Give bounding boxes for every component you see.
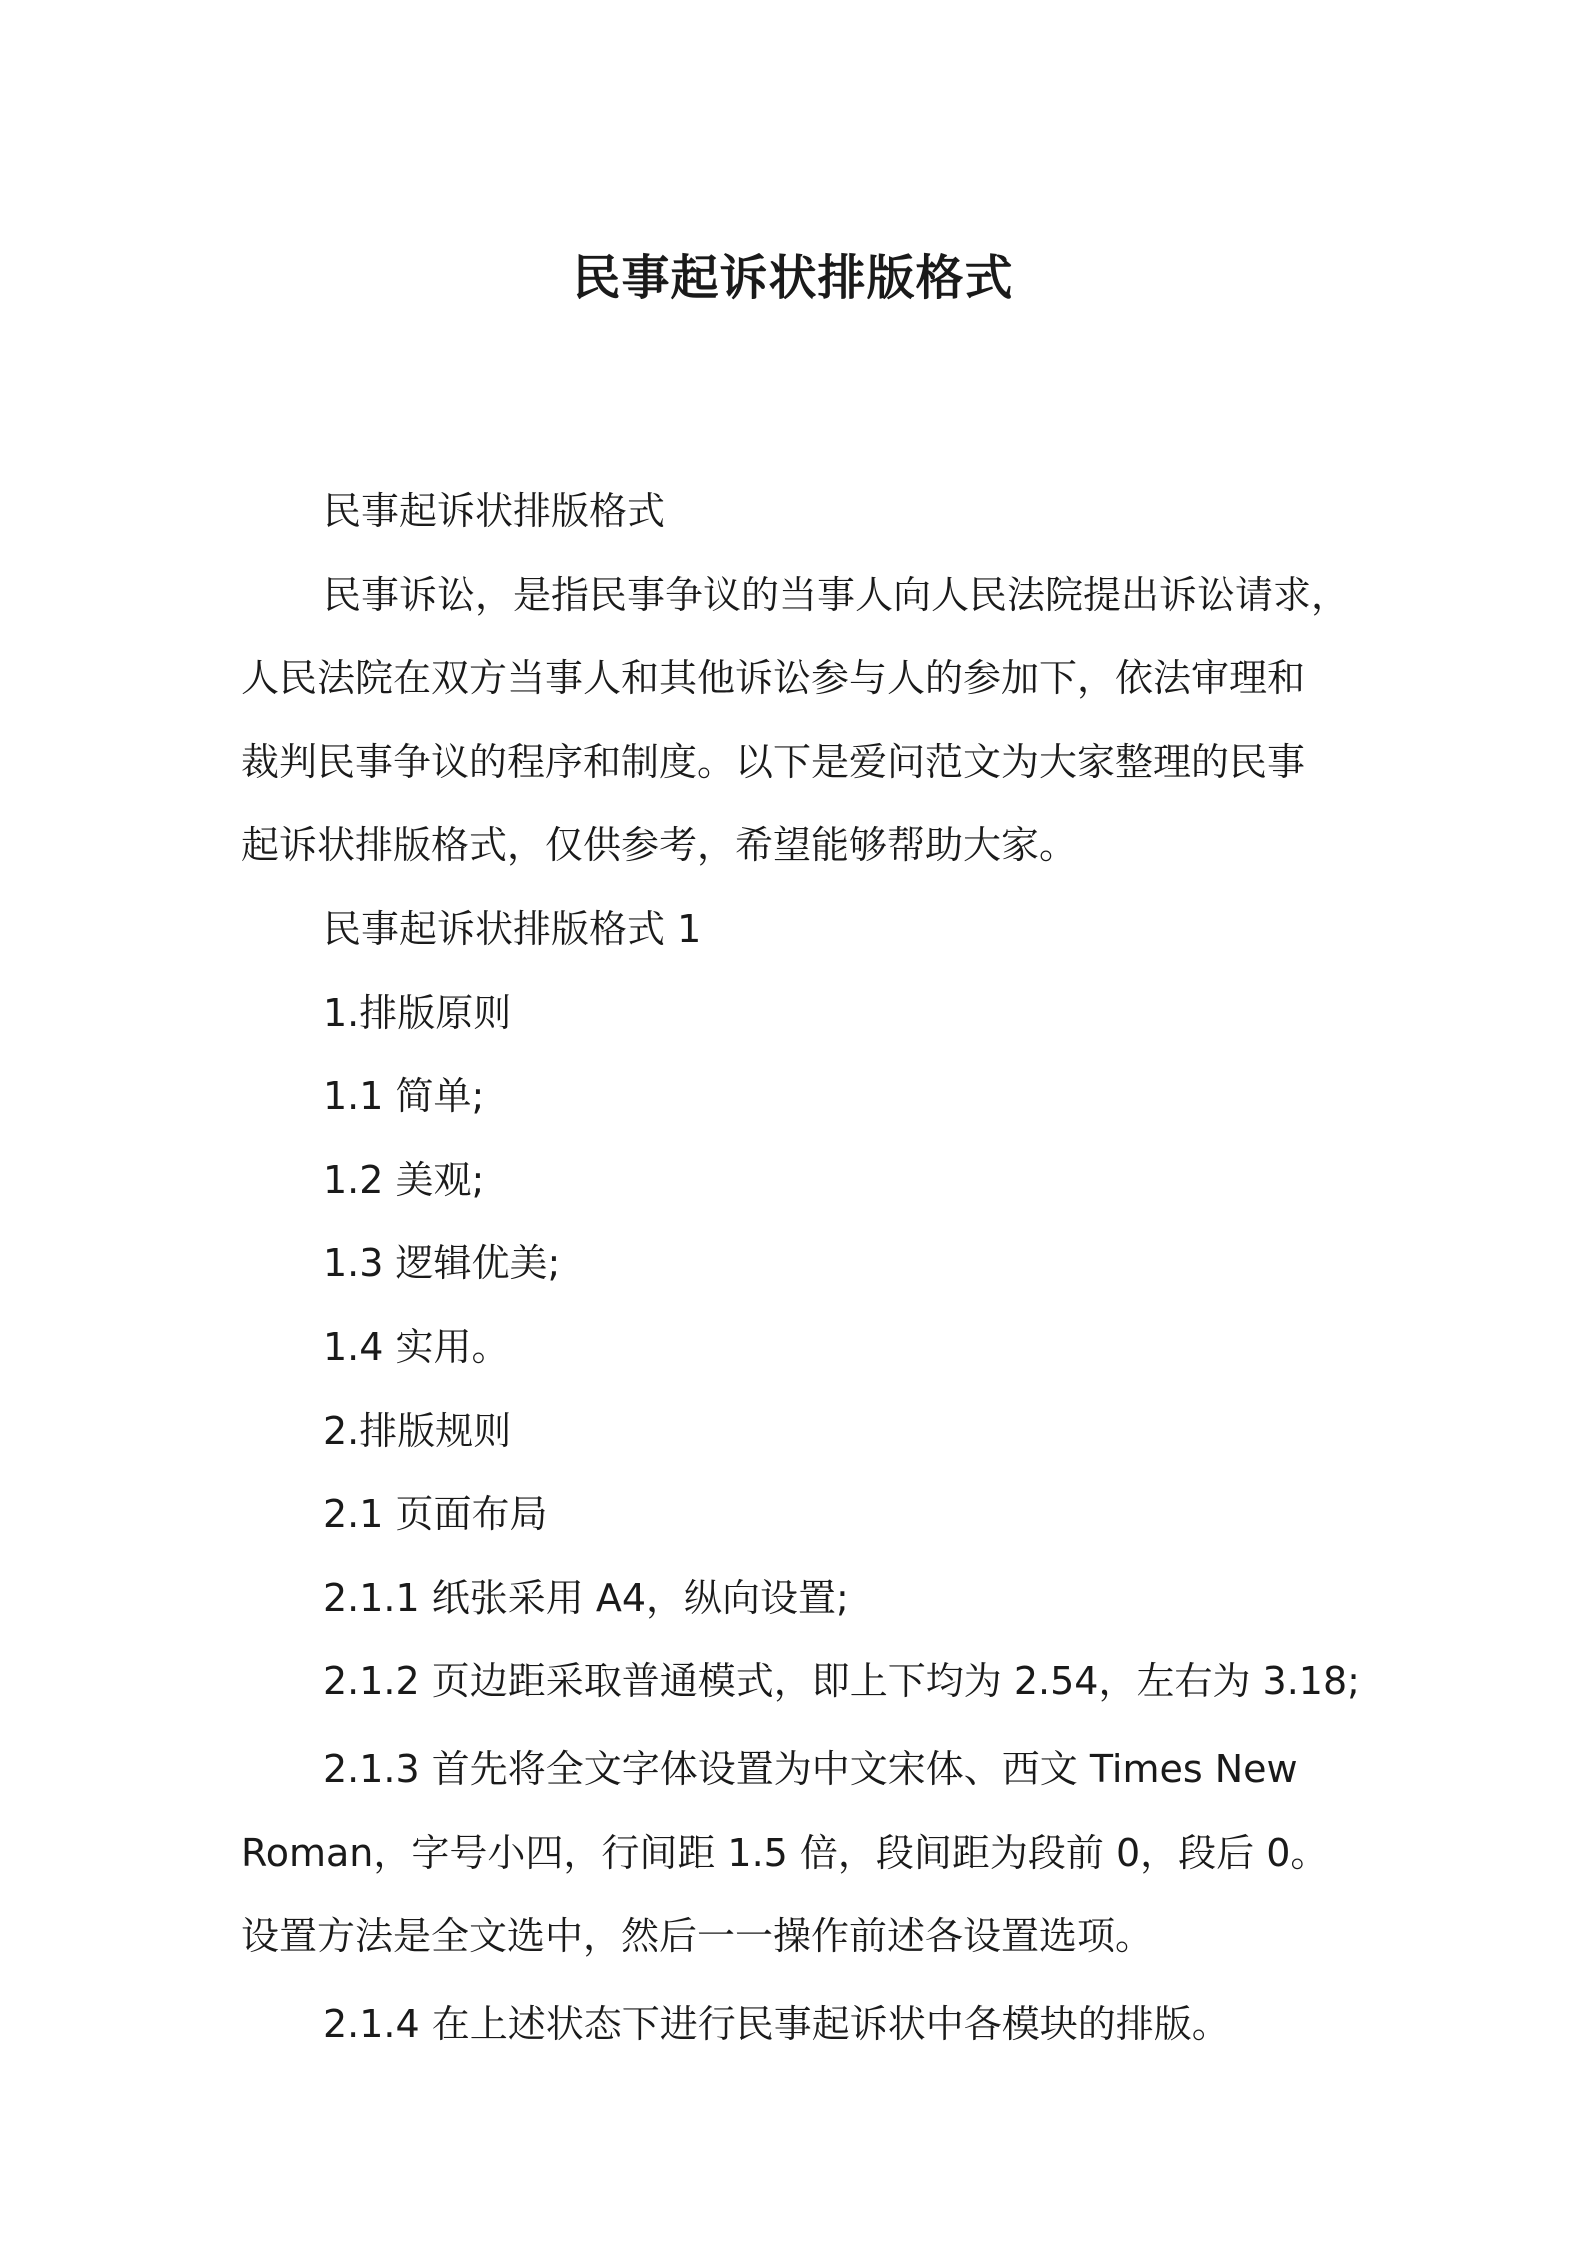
paragraph-line: 2.1.4 在上述状态下进行民事起诉状中各模块的排版。 [323,2001,1230,2046]
paragraph-line: 2.1.2 页边距采取普通模式，即上下均为 2.54，左右为 3.18; [323,1659,1360,1704]
paragraph-line: 裁判民事争议的程序和制度。以下是爱问范文为大家整理的民事 [241,739,1306,784]
list-item [241,1983,1351,2067]
paragraph-line: 1.排版原则 [323,990,512,1035]
paragraph-line: 民事起诉状排版格式 [323,489,666,533]
paragraph-line: 1.1 简单; [323,1074,485,1119]
list-item [241,1557,1351,1641]
list-item [241,1640,1360,1724]
paragraph-line: 1.4 实用。 [323,1324,510,1369]
paragraph-subtitle [241,470,1351,554]
list-item [241,1139,1351,1223]
list-heading [241,1390,1351,1474]
list-item [241,1222,1351,1306]
list-item [241,1473,1351,1557]
paragraph-line: 2.排版规则 [323,1408,512,1453]
paragraph-line: 起诉状排版格式，仅供参考，希望能够帮助大家。 [241,823,1078,868]
paragraph-line: 2.1.1 纸张采用 A4，纵向设置; [323,1575,849,1620]
paragraph-line: 民事起诉状排版格式 1 [323,906,702,951]
document-title: 民事起诉状排版格式 [572,250,1014,306]
paragraph-line: 1.2 美观; [323,1157,485,1202]
list-item [241,1728,1351,1979]
paragraph-line: 2.1 页面布局 [323,1492,548,1537]
paragraph-line: 2.1.3 首先将全文字体设置为中文宋体、西文 Times New [323,1746,1298,1791]
section-heading [241,888,1351,972]
list-item [241,1055,1351,1139]
document-body [241,470,1360,2066]
paragraph-intro [241,554,1351,888]
paragraph-line: 人民法院在双方当事人和其他诉讼参与人的参加下，依法审理和 [241,656,1306,701]
paragraph-line: Roman，字号小四，行间距 1.5 倍，段间距为段前 0，段后 0。 [241,1830,1329,1875]
paragraph-line: 民事诉讼，是指民事争议的当事人向人民法院提出诉讼请求， [323,572,1350,617]
list-item [241,1306,1351,1390]
paragraph-line: 1.3 逻辑优美; [323,1241,561,1286]
paragraph-line: 设置方法是全文选中，然后一一操作前述各设置选项。 [241,1914,1154,1959]
list-heading [241,972,1351,1056]
